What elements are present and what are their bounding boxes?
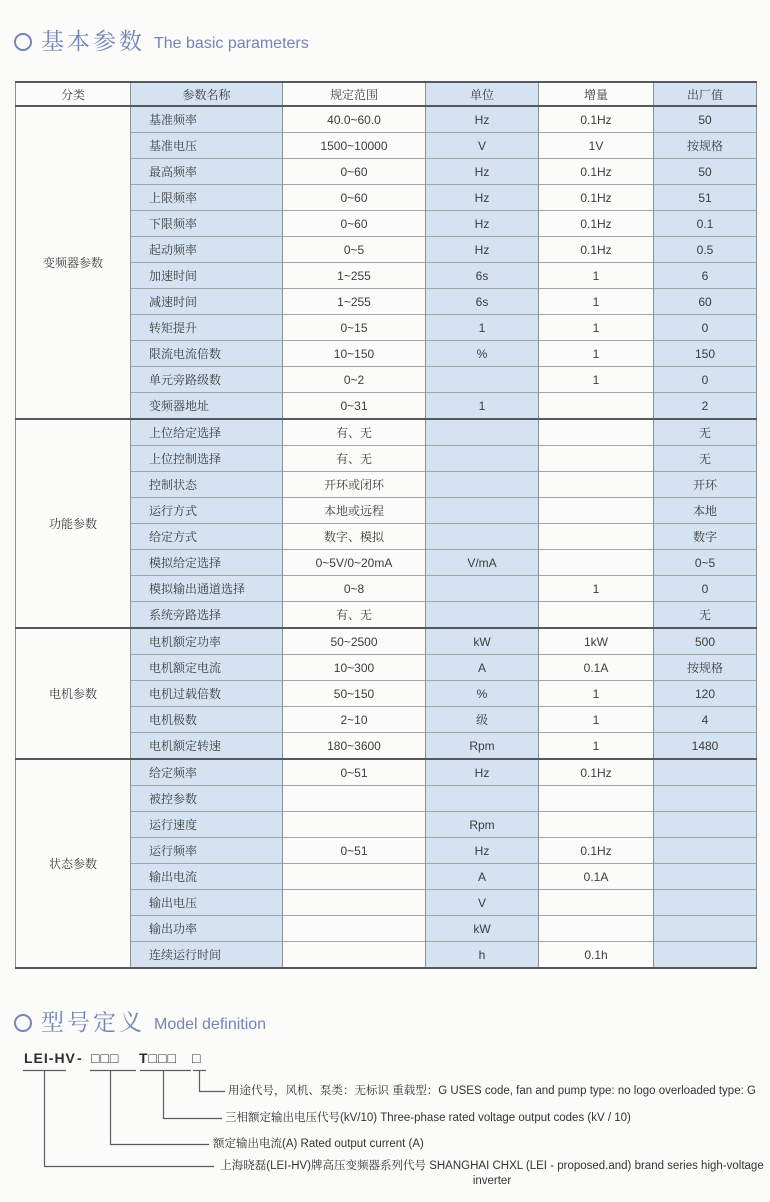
unit-cell: h bbox=[426, 942, 539, 969]
unit-cell bbox=[426, 446, 539, 472]
param-name-cell: 基准电压 bbox=[131, 133, 283, 159]
increment-cell: 0.1Hz bbox=[539, 211, 654, 237]
increment-cell bbox=[539, 812, 654, 838]
param-name-cell: 下限频率 bbox=[131, 211, 283, 237]
factory-value-cell bbox=[654, 890, 757, 916]
range-cell: 0~60 bbox=[283, 185, 426, 211]
param-name-cell: 给定方式 bbox=[131, 524, 283, 550]
model-code-usage-box: □ bbox=[192, 1050, 202, 1066]
unit-cell: Hz bbox=[426, 185, 539, 211]
factory-value-cell bbox=[654, 838, 757, 864]
increment-cell: 0.1Hz bbox=[539, 159, 654, 185]
factory-value-cell bbox=[654, 786, 757, 812]
param-name-cell: 输出功率 bbox=[131, 916, 283, 942]
param-name-cell: 上位给定选择 bbox=[131, 419, 283, 446]
param-name-cell: 限流电流倍数 bbox=[131, 341, 283, 367]
column-header: 参数名称 bbox=[131, 82, 283, 106]
table-row bbox=[16, 759, 757, 786]
increment-cell: 1 bbox=[539, 681, 654, 707]
section-title-zh: 基本参数 bbox=[41, 28, 145, 54]
unit-cell bbox=[426, 602, 539, 629]
column-header: 单位 bbox=[426, 82, 539, 106]
header-row bbox=[16, 82, 757, 106]
range-cell: 0~60 bbox=[283, 159, 426, 185]
increment-cell: 0.1A bbox=[539, 655, 654, 681]
factory-value-cell bbox=[654, 864, 757, 890]
unit-cell bbox=[426, 419, 539, 446]
column-header: 增量 bbox=[539, 82, 654, 106]
category-cell: 变频器参数 bbox=[16, 106, 131, 419]
param-name-cell: 被控参数 bbox=[131, 786, 283, 812]
unit-cell: 6s bbox=[426, 263, 539, 289]
param-name-cell: 最高频率 bbox=[131, 159, 283, 185]
param-name-cell: 输出电压 bbox=[131, 890, 283, 916]
range-cell: 开环或闭环 bbox=[283, 472, 426, 498]
current-code-description: 额定输出电流(A) Rated output current (A) bbox=[213, 1138, 424, 1150]
model-code-current-boxes: □□□ bbox=[91, 1050, 120, 1066]
factory-value-cell: 50 bbox=[654, 159, 757, 185]
category-cell: 状态参数 bbox=[16, 759, 131, 968]
unit-cell bbox=[426, 524, 539, 550]
unit-cell: Rpm bbox=[426, 733, 539, 760]
increment-cell: 1 bbox=[539, 315, 654, 341]
unit-cell: Hz bbox=[426, 211, 539, 237]
voltage-code-description: 三相额定输出电压代号(kV/10) Three-phase rated voltage output codes (kV / 10) bbox=[225, 1112, 631, 1124]
factory-value-cell: 0 bbox=[654, 367, 757, 393]
range-cell: 0~5 bbox=[283, 237, 426, 263]
range-cell: 0~2 bbox=[283, 367, 426, 393]
range-cell: 0~60 bbox=[283, 211, 426, 237]
range-cell: 0~8 bbox=[283, 576, 426, 602]
increment-cell bbox=[539, 550, 654, 576]
unit-cell bbox=[426, 498, 539, 524]
parameters-table bbox=[15, 81, 757, 969]
model-definition-section bbox=[0, 981, 770, 1202]
param-name-cell: 转矩提升 bbox=[131, 315, 283, 341]
factory-value-cell: 120 bbox=[654, 681, 757, 707]
range-cell bbox=[283, 942, 426, 969]
unit-cell: 级 bbox=[426, 707, 539, 733]
param-name-cell: 基准频率 bbox=[131, 106, 283, 133]
unit-cell: 1 bbox=[426, 393, 539, 420]
factory-value-cell: 60 bbox=[654, 289, 757, 315]
category-cell: 功能参数 bbox=[16, 419, 131, 628]
range-cell: 0~15 bbox=[283, 315, 426, 341]
unit-cell: V/mA bbox=[426, 550, 539, 576]
param-name-cell: 电机过载倍数 bbox=[131, 681, 283, 707]
param-name-cell: 运行速度 bbox=[131, 812, 283, 838]
factory-value-cell bbox=[654, 942, 757, 969]
factory-value-cell: 无 bbox=[654, 419, 757, 446]
range-cell: 数字、模拟 bbox=[283, 524, 426, 550]
model-code-dash: - bbox=[77, 1050, 83, 1066]
factory-value-cell: 本地 bbox=[654, 498, 757, 524]
param-name-cell: 单元旁路级数 bbox=[131, 367, 283, 393]
increment-cell bbox=[539, 393, 654, 420]
factory-value-cell: 按规格 bbox=[654, 133, 757, 159]
param-name-cell: 给定频率 bbox=[131, 759, 283, 786]
table-row bbox=[16, 628, 757, 655]
range-cell bbox=[283, 864, 426, 890]
unit-cell: Rpm bbox=[426, 812, 539, 838]
model-code-diagram bbox=[0, 1050, 770, 1202]
range-cell: 2~10 bbox=[283, 707, 426, 733]
param-name-cell: 变频器地址 bbox=[131, 393, 283, 420]
range-cell bbox=[283, 916, 426, 942]
param-name-cell: 上限频率 bbox=[131, 185, 283, 211]
factory-value-cell: 0.1 bbox=[654, 211, 757, 237]
range-cell: 1500~10000 bbox=[283, 133, 426, 159]
increment-cell bbox=[539, 472, 654, 498]
factory-value-cell: 数字 bbox=[654, 524, 757, 550]
unit-cell: Hz bbox=[426, 237, 539, 263]
factory-value-cell: 无 bbox=[654, 602, 757, 629]
column-header: 规定范围 bbox=[283, 82, 426, 106]
param-name-cell: 加速时间 bbox=[131, 263, 283, 289]
param-name-cell: 控制状态 bbox=[131, 472, 283, 498]
unit-cell bbox=[426, 576, 539, 602]
unit-cell bbox=[426, 472, 539, 498]
model-code-brand: LEI-HV bbox=[24, 1050, 76, 1066]
increment-cell: 1 bbox=[539, 341, 654, 367]
factory-value-cell: 开环 bbox=[654, 472, 757, 498]
increment-cell bbox=[539, 890, 654, 916]
factory-value-cell: 无 bbox=[654, 446, 757, 472]
param-name-cell: 电机额定功率 bbox=[131, 628, 283, 655]
range-cell bbox=[283, 890, 426, 916]
brand-series-description: 上海晓磊(LEI-HV)牌高压变频器系列代号 SHANGHAI CHXL (LEI - proposed.and) brand series high-voltage inverter bbox=[220, 1160, 764, 1187]
unit-cell bbox=[426, 367, 539, 393]
increment-cell: 0.1Hz bbox=[539, 185, 654, 211]
param-name-cell: 模拟给定选择 bbox=[131, 550, 283, 576]
unit-cell: Hz bbox=[426, 159, 539, 185]
increment-cell: 0.1Hz bbox=[539, 237, 654, 263]
range-cell: 50~2500 bbox=[283, 628, 426, 655]
param-name-cell: 电机极数 bbox=[131, 707, 283, 733]
param-name-cell: 起动频率 bbox=[131, 237, 283, 263]
param-name-cell: 连续运行时间 bbox=[131, 942, 283, 969]
increment-cell bbox=[539, 446, 654, 472]
increment-cell bbox=[539, 916, 654, 942]
category-cell: 电机参数 bbox=[16, 628, 131, 759]
range-cell: 1~255 bbox=[283, 263, 426, 289]
range-cell: 50~150 bbox=[283, 681, 426, 707]
unit-cell: Hz bbox=[426, 106, 539, 133]
increment-cell: 0.1A bbox=[539, 864, 654, 890]
circle-icon bbox=[14, 33, 32, 51]
increment-cell: 0.1Hz bbox=[539, 759, 654, 786]
param-name-cell: 系统旁路选择 bbox=[131, 602, 283, 629]
factory-value-cell: 2 bbox=[654, 393, 757, 420]
range-cell: 有、无 bbox=[283, 602, 426, 629]
param-name-cell: 上位控制选择 bbox=[131, 446, 283, 472]
factory-value-cell: 1480 bbox=[654, 733, 757, 760]
unit-cell: Hz bbox=[426, 838, 539, 864]
section-title-en: The basic parameters bbox=[154, 34, 309, 52]
section-title-zh: 型号定义 bbox=[41, 1009, 145, 1035]
table-header bbox=[16, 82, 757, 106]
range-cell: 0~51 bbox=[283, 838, 426, 864]
section-title-en: Model definition bbox=[154, 1015, 267, 1033]
param-name-cell: 运行频率 bbox=[131, 838, 283, 864]
increment-cell: 1V bbox=[539, 133, 654, 159]
factory-value-cell: 6 bbox=[654, 263, 757, 289]
increment-cell bbox=[539, 524, 654, 550]
unit-cell: kW bbox=[426, 916, 539, 942]
range-cell: 有、无 bbox=[283, 419, 426, 446]
range-cell: 1~255 bbox=[283, 289, 426, 315]
unit-cell: 1 bbox=[426, 315, 539, 341]
range-cell: 10~300 bbox=[283, 655, 426, 681]
unit-cell: V bbox=[426, 890, 539, 916]
factory-value-cell: 51 bbox=[654, 185, 757, 211]
range-cell: 0~31 bbox=[283, 393, 426, 420]
factory-value-cell: 0.5 bbox=[654, 237, 757, 263]
unit-cell: A bbox=[426, 864, 539, 890]
factory-value-cell: 0~5 bbox=[654, 550, 757, 576]
param-name-cell: 模拟输出通道选择 bbox=[131, 576, 283, 602]
range-cell: 本地或远程 bbox=[283, 498, 426, 524]
increment-cell bbox=[539, 786, 654, 812]
table-row bbox=[16, 106, 757, 133]
increment-cell: 1 bbox=[539, 576, 654, 602]
factory-value-cell: 0 bbox=[654, 576, 757, 602]
factory-value-cell: 150 bbox=[654, 341, 757, 367]
unit-cell: 6s bbox=[426, 289, 539, 315]
range-cell: 0~5V/0~20mA bbox=[283, 550, 426, 576]
model-code-voltage-boxes: T□□□ bbox=[139, 1050, 177, 1066]
param-name-cell: 电机额定转速 bbox=[131, 733, 283, 760]
param-name-cell: 运行方式 bbox=[131, 498, 283, 524]
unit-cell: % bbox=[426, 681, 539, 707]
factory-value-cell: 按规格 bbox=[654, 655, 757, 681]
unit-cell: % bbox=[426, 341, 539, 367]
column-header: 分类 bbox=[16, 82, 131, 106]
increment-cell: 1 bbox=[539, 289, 654, 315]
range-cell bbox=[283, 812, 426, 838]
range-cell: 0~51 bbox=[283, 759, 426, 786]
increment-cell bbox=[539, 419, 654, 446]
range-cell: 180~3600 bbox=[283, 733, 426, 760]
range-cell: 有、无 bbox=[283, 446, 426, 472]
model-definition-heading bbox=[14, 981, 770, 1034]
unit-cell: A bbox=[426, 655, 539, 681]
increment-cell: 1kW bbox=[539, 628, 654, 655]
range-cell: 40.0~60.0 bbox=[283, 106, 426, 133]
increment-cell: 1 bbox=[539, 707, 654, 733]
unit-cell bbox=[426, 786, 539, 812]
column-header: 出厂值 bbox=[654, 82, 757, 106]
range-cell: 10~150 bbox=[283, 341, 426, 367]
increment-cell: 0.1Hz bbox=[539, 106, 654, 133]
increment-cell bbox=[539, 602, 654, 629]
param-name-cell: 减速时间 bbox=[131, 289, 283, 315]
circle-icon bbox=[14, 1014, 32, 1032]
increment-cell: 0.1Hz bbox=[539, 838, 654, 864]
increment-cell: 1 bbox=[539, 367, 654, 393]
factory-value-cell: 50 bbox=[654, 106, 757, 133]
factory-value-cell bbox=[654, 812, 757, 838]
increment-cell: 1 bbox=[539, 733, 654, 760]
factory-value-cell: 0 bbox=[654, 315, 757, 341]
param-name-cell: 电机额定电流 bbox=[131, 655, 283, 681]
unit-cell: V bbox=[426, 133, 539, 159]
unit-cell: kW bbox=[426, 628, 539, 655]
unit-cell: Hz bbox=[426, 759, 539, 786]
factory-value-cell: 500 bbox=[654, 628, 757, 655]
increment-cell bbox=[539, 498, 654, 524]
range-cell bbox=[283, 786, 426, 812]
increment-cell: 1 bbox=[539, 263, 654, 289]
factory-value-cell: 4 bbox=[654, 707, 757, 733]
increment-cell: 0.1h bbox=[539, 942, 654, 969]
factory-value-cell bbox=[654, 916, 757, 942]
param-name-cell: 输出电流 bbox=[131, 864, 283, 890]
usage-code-description: 用途代号，风机、泵类：无标识 重载型：G USES code, fan and pump type: no logo overloaded type: G bbox=[228, 1085, 756, 1097]
factory-value-cell bbox=[654, 759, 757, 786]
table-row bbox=[16, 419, 757, 446]
basic-parameters-heading bbox=[14, 0, 770, 53]
